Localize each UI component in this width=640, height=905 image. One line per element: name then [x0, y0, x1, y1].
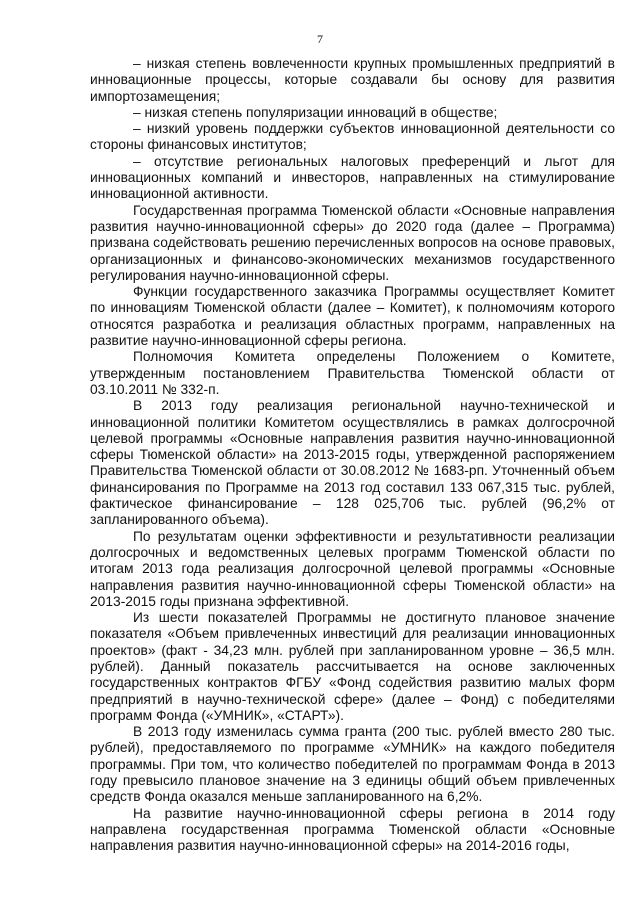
paragraph-committee-powers: Полномочия Комитета определены Положением о Комитете, утвержденным постановлением Правительства Тюменской области от 03.10.2011 № 332-п. — [90, 349, 615, 397]
paragraph-2014-program: На развитие научно-инновационной сферы региона в 2014 году направлена государственная программа Тюменской области «Основные направления развития научно-инновационной сферы» на 2014-2016 годы, — [90, 805, 615, 854]
list-item-2: – низкая степень популяризации инноваций в обществе; — [133, 104, 498, 120]
paragraph-evaluation-results: По результатам оценки эффективности и результативности реализации долгосрочных и ведомственных целевых программ Тюменской области по итогам 2013 года реализация долгосрочной целевой программы «Основные направления развития научно-инновационной сферы Тюменской области» на 2013-2015 годы признана эффективной. — [90, 528, 615, 609]
paragraph-2013-implementation: В 2013 году реализация региональной научно-технической и инновационной политики Комитетом осуществлялись в рамках долгосрочной целевой программы «Основные направления развития научно-инновационной сферы Тюменской области» на 2013-2015 годы, утвержденной распоряжением Правительства Тюменской области от 30.08.2012 № 1683-рп. Уточненный объем финансирования по Программе на 2013 год составил 133 067,315 тыс. рублей, фактическое финансирование – 128 025,706 тыс. рублей (96,2% от запланированного объема). — [90, 398, 615, 528]
paragraph-customer-functions: Функции государственного заказчика Программы осуществляет Комитет по инновациям Тюменской области (далее – Комитет), к полномочиям которого относятся разработка и реализация областных программ, направленных на развитие научно-инновационной сферы региона. — [90, 284, 615, 349]
list-item-3: – низкий уровень поддержки субъектов инновационной деятельности со стороны финансовых институтов; — [90, 121, 615, 153]
document-body — [90, 56, 615, 855]
paragraph-indicators: Из шести показателей Программы не достигнуто плановое значение показателя «Объем привлеченных инвестиций для реализации инновационных проектов» (факт - 34,23 млн. рублей при запланированном уровне – 36,5 млн. рублей). Данный показатель рассчитывается на основе заключенных государственных контрактов ФГБУ «Фонд содействия развитию малых форм предприятий в научно-технической сфере» (далее – Фонд) с победителями программ Фонда («УМНИК», «СТАРТ»). — [90, 610, 615, 723]
list-item-1: – низкая степень вовлеченности крупных промышленных предприятий в инновационные процессы, которые создавали бы основу для развития импортозамещения; — [90, 56, 615, 104]
paragraph-program-purpose: Государственная программа Тюменской области «Основные направления развития научно-инновационной сферы» до 2020 года (далее – Программа) призвана содействовать решению перечисленных вопросов на основе правовых, организационных и финансово-экономических механизмов государственного регулирования научно-инновационной сферы. — [90, 202, 615, 283]
paragraph-grant-change: В 2013 году изменилась сумма гранта (200 тыс. рублей вместо 280 тыс. рублей), предоставляемого по программе «УМНИК» на каждого победителя программы. При том, что количество победителей по программам Фонда в 2013 году превысило плановое значение на 3 единицы общий объем привлеченных средств Фонда оказался меньше запланированного на 6,2%. — [90, 724, 615, 805]
list-item-4: – отсутствие региональных налоговых преференций и льгот для инновационных компаний и инвесторов, направленных на стимулирование инновационной активности. — [90, 153, 615, 202]
page-number: 7 — [317, 32, 323, 46]
